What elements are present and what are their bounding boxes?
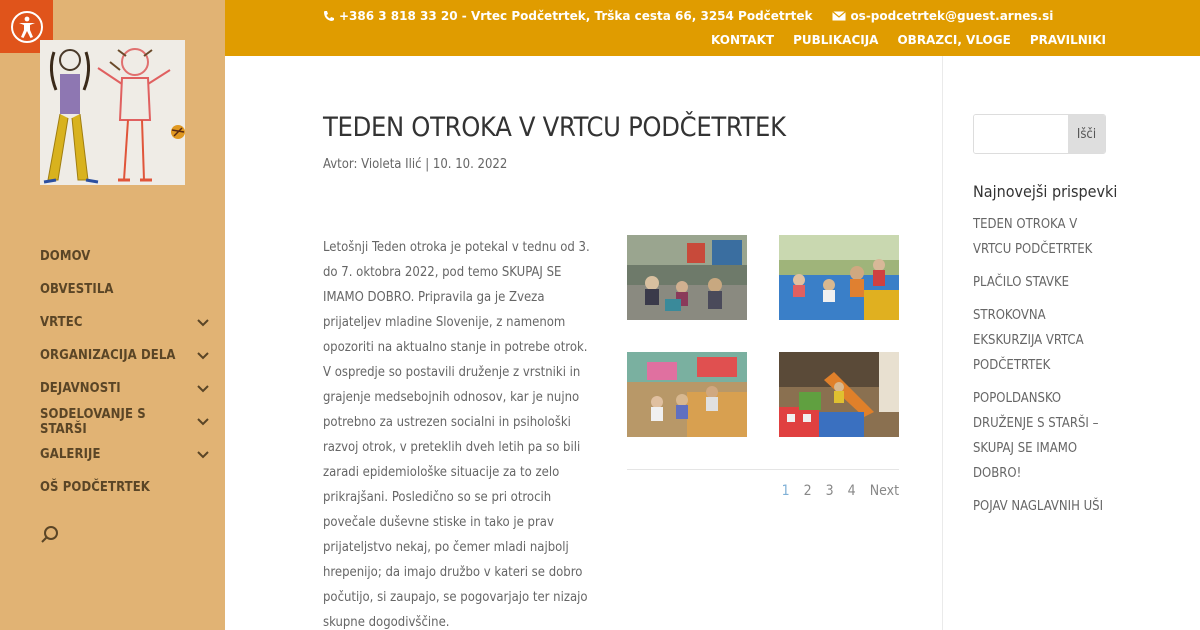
top-nav-publikacija[interactable]: PUBLIKACIJA xyxy=(793,33,879,47)
email-link[interactable] xyxy=(832,9,1053,23)
child-drawing-image xyxy=(40,40,185,185)
email-address: os-podcetrtek@guest.arnes.si xyxy=(850,9,1054,23)
gallery-photo[interactable] xyxy=(779,235,899,320)
nav-item-domov[interactable] xyxy=(40,240,210,273)
photo-gallery xyxy=(627,235,899,437)
search-button[interactable]: Išči xyxy=(1068,115,1105,153)
chevron-down-icon[interactable] xyxy=(196,316,210,330)
left-sidebar xyxy=(0,0,225,630)
gallery-photo[interactable] xyxy=(627,235,747,320)
photo-children-indoor-image xyxy=(627,352,747,437)
search-icon[interactable] xyxy=(40,525,60,545)
accessibility-icon xyxy=(10,10,44,44)
post-body xyxy=(323,235,603,630)
gallery-pagination xyxy=(782,483,899,499)
nav-item-label: VRTEC xyxy=(40,315,83,330)
top-nav-obrazci[interactable]: OBRAZCI, VLOGE xyxy=(897,33,1011,47)
phone-address[interactable]: +386 3 818 33 20 - Vrtec Podčetrtek, Trška cesta 66, 3254 Podčetrtek xyxy=(339,9,813,23)
post-paragraph: V ospredje so postavili druženje z vrstniki in grajenje medsebojnih odnosov, kar je nujno potrebno za ustrezen socialni in psihološki razvoj otrok, v preteklih dveh letih pa so bili zaradi epidemiološke situacije za to zelo prikrajšani. Posledično so se pri otrocih povečale duševne stiske in tako je prav prijateljstvo nekaj, po čemer mladi najbolj hrepenijo; da imajo družbo v kateri se dobro počutijo, si zaupajo, se pogovarjajo ter nizajo skupne dogodivščine. xyxy=(323,365,588,630)
page-link-2[interactable]: 2 xyxy=(803,483,812,499)
search-input[interactable] xyxy=(974,115,1068,153)
nav-item-label: OBVESTILA xyxy=(40,282,114,297)
recent-post-link[interactable]: POPOLDANSKO DRUŽENJE S STARŠI – SKUPAJ SE IMAMO DOBRO! xyxy=(973,391,1099,481)
recent-post-link[interactable]: PLAČILO STAVKE xyxy=(973,275,1069,290)
nav-item-label: GALERIJE xyxy=(40,447,101,462)
recent-post-link[interactable]: POJAV NAGLAVNIH UŠI xyxy=(973,499,1104,514)
chevron-down-icon[interactable] xyxy=(196,349,210,363)
site-logo[interactable] xyxy=(40,40,185,185)
page-link-1[interactable]: 1 xyxy=(781,483,790,499)
top-nav-pravilniki[interactable]: PRAVILNIKI xyxy=(1029,33,1106,47)
nav-item-sodelovanje[interactable] xyxy=(40,405,210,438)
mail-icon xyxy=(832,11,846,21)
nav-item-os-podcetrtek[interactable] xyxy=(40,471,210,504)
chevron-down-icon[interactable] xyxy=(196,382,210,396)
top-nav xyxy=(711,33,1106,47)
post-paragraph: Letošnji Teden otroka je potekal v tednu od 3. do 7. oktobra 2022, pod temo SKUPAJ SE IMAMO DOBRO. Pripravila ga je Zveza prijateljev mladine Slovenije, z namenom opozoriti na aktualno stanje in potrebe otrok. xyxy=(323,240,590,355)
search-form xyxy=(973,114,1106,154)
nav-item-vrtec[interactable] xyxy=(40,306,210,339)
nav-item-label: SODELOVANJE S STARŠI xyxy=(40,406,146,437)
post-meta: Avtor: Violeta Ilić | 10. 10. 2022 xyxy=(323,157,508,172)
page-link-4[interactable]: 4 xyxy=(847,483,856,499)
nav-item-label: DOMOV xyxy=(40,249,91,264)
gallery-photo[interactable] xyxy=(627,352,747,437)
recent-posts-list xyxy=(973,212,1108,527)
nav-item-galerije[interactable] xyxy=(40,438,210,471)
main-nav xyxy=(40,240,210,504)
recent-post-link[interactable]: STROKOVNA EKSKURZIJA VRTCA PODČETRTEK xyxy=(973,308,1084,373)
photo-children-playing-image xyxy=(627,235,747,320)
recent-posts-title: Najnovejši prispevki xyxy=(973,182,1118,201)
top-nav-kontakt[interactable]: KONTAKT xyxy=(711,33,775,47)
gallery-photo[interactable] xyxy=(779,352,899,437)
photo-playroom-slide-image xyxy=(779,352,899,437)
phone-icon xyxy=(323,10,335,22)
nav-item-obvestila[interactable] xyxy=(40,273,210,306)
nav-item-organizacija-dela[interactable] xyxy=(40,339,210,372)
nav-item-label: DEJAVNOSTI xyxy=(40,381,121,396)
chevron-down-icon[interactable] xyxy=(196,415,210,429)
page-link-3[interactable]: 3 xyxy=(825,483,834,499)
top-bar xyxy=(225,0,1200,56)
contact-info xyxy=(323,9,1053,23)
recent-post-link[interactable]: TEDEN OTROKA V VRTCU PODČETRTEK xyxy=(973,217,1093,257)
nav-item-label: ORGANIZACIJA DELA xyxy=(40,348,176,363)
gallery-divider xyxy=(627,469,899,470)
post-title: TEDEN OTROKA V VRTCU PODČETRTEK xyxy=(323,112,786,143)
sidebar-divider xyxy=(942,56,943,630)
photo-children-on-mat-image xyxy=(779,235,899,320)
chevron-down-icon[interactable] xyxy=(196,448,210,462)
nav-item-label: OŠ PODČETRTEK xyxy=(40,480,150,495)
nav-item-dejavnosti[interactable] xyxy=(40,372,210,405)
next-page-link[interactable]: Next xyxy=(869,483,899,499)
